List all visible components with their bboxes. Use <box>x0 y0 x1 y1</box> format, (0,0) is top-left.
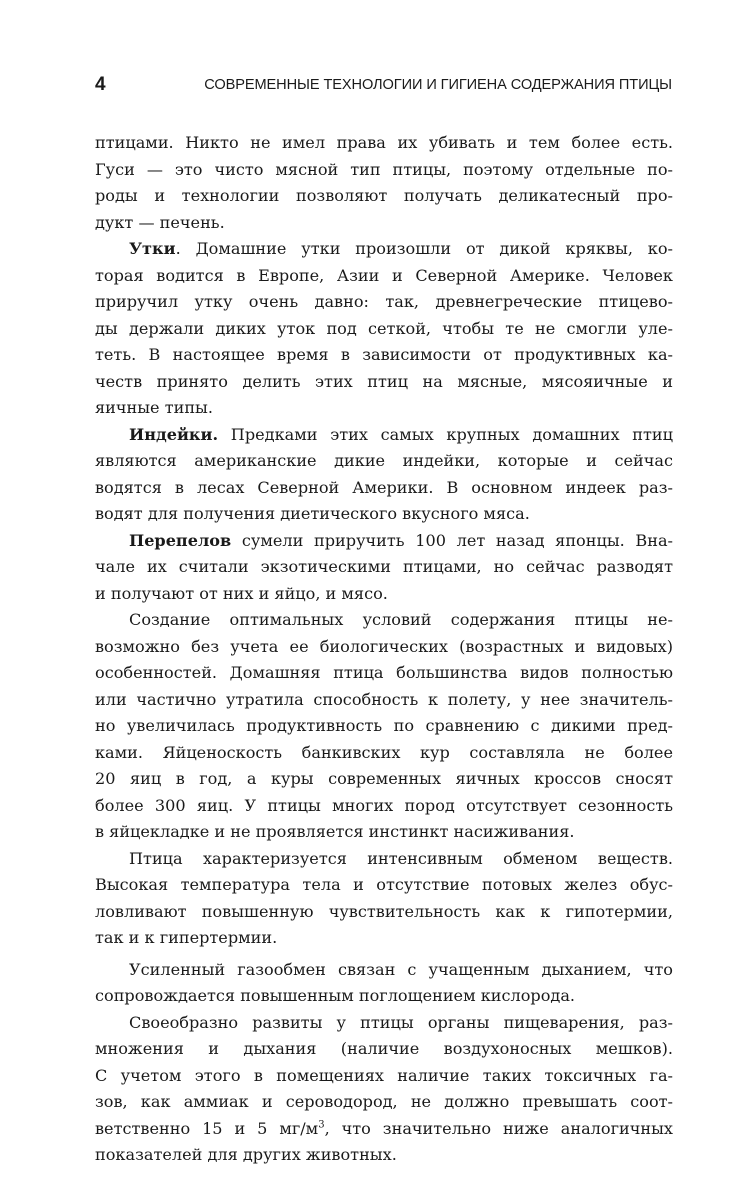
paragraph-ducks <box>95 236 673 422</box>
paragraph-lead-turkeys: Индейки. <box>129 424 219 444</box>
text-line: Создание оптимальных условий содержания птицы не- <box>129 610 673 629</box>
text-line: торая водится в Европе, Азии и Северной Америке. Человек <box>95 265 673 285</box>
page-body <box>95 130 673 1169</box>
text-run: сумели приручить 100 лет назад японцы. Вна- <box>231 530 673 550</box>
text-run: , что значительно ниже аналогичных <box>324 1118 673 1138</box>
text-line: более 300 яиц. У птицы многих пород отсутствует сезонность <box>95 795 673 815</box>
text-line: возможно без учета ее биологических (возрастных и видовых) <box>95 636 673 656</box>
text-line: яичные типы. <box>95 398 213 417</box>
paragraph-turkeys <box>95 422 673 528</box>
text-line: 20 яиц в год, а куры современных яичных кроссов сносят <box>95 769 673 788</box>
text-line <box>95 528 673 555</box>
text-line: Птица характеризуется интенсивным обменом веществ. <box>129 848 673 868</box>
text-line: теть. В настоящее время в зависимости от продуктивных ка- <box>95 345 673 364</box>
text-line: так и к гипертермии. <box>95 928 278 947</box>
text-line: показателей для других животных. <box>95 1145 397 1164</box>
page-number: 4 <box>95 74 106 95</box>
text-line: Своеобразно развиты у птицы органы пищеварения, раз- <box>129 1012 673 1032</box>
text-line: сопровождается повышенным поглощением кислорода. <box>95 986 576 1005</box>
paragraph-metabolism <box>95 846 673 952</box>
text-line <box>95 422 673 449</box>
text-line <box>95 236 673 263</box>
text-line <box>95 1116 673 1143</box>
text-line: особенностей. Домашняя птица большинства видов полностью <box>95 663 673 682</box>
text-line: водятся в лесах Северной Америки. В основном индеек раз- <box>95 477 673 497</box>
text-line: Усиленный газообмен связан с учащенным дыханием, что <box>129 959 673 979</box>
text-line: чале их считали экзотическими птицами, но сейчас разводят <box>95 557 673 576</box>
page-header <box>95 73 672 97</box>
text-line: ками. Яйценоскость банкивских кур составляла не более <box>95 742 673 762</box>
paragraph-lead-ducks: Утки <box>129 239 176 258</box>
text-line: роды и технологии позволяют получать деликатесный про- <box>95 186 673 205</box>
paragraph-lead-quails: Перепелов <box>129 530 232 550</box>
text-line: приручил утку очень давно: так, древнегреческие птицево- <box>95 292 673 311</box>
paragraph-organs <box>95 1010 673 1169</box>
text-line: ловливают повышенную чувствительность как к гипотермии, <box>95 901 673 921</box>
paragraph-quails <box>95 528 673 608</box>
text-run: . Домашние утки произошли от дикой кряквы, ко- <box>175 239 673 258</box>
text-run: ветственно 15 и 5 мг/м <box>95 1118 319 1138</box>
superscript: 3 <box>318 1119 325 1131</box>
text-line: птицами. Никто не имел права их убивать и тем более есть. <box>95 133 673 152</box>
text-line: но увеличилась продуктивность по сравнению с дикими пред- <box>95 716 673 735</box>
text-line: водят для получения диетического вкусного мяса. <box>95 504 530 523</box>
text-line: честв принято делить этих птиц на мясные, мясояичные и <box>95 371 673 391</box>
paragraph-geese-end <box>95 130 673 236</box>
text-line: множения и дыхания (наличие воздухоносных мешков). <box>95 1039 673 1058</box>
text-line: Высокая температура тела и отсутствие потовых желез обус- <box>95 875 673 894</box>
text-line: являются американские дикие индейки, которые и сейчас <box>95 451 673 470</box>
text-line: С учетом этого в помещениях наличие таких токсичных га- <box>95 1065 673 1085</box>
paragraph-conditions <box>95 607 673 846</box>
text-line: и получают от них и яйцо, и мясо. <box>95 583 388 603</box>
paragraph-gas-exchange <box>95 957 673 1010</box>
text-line: или частично утратила способность к полету, у нее значитель- <box>95 689 673 709</box>
running-title: СОВРЕМЕННЫЕ ТЕХНОЛОГИИ И ГИГИЕНА СОДЕРЖАНИЯ ПТИЦЫ <box>204 77 672 93</box>
text-line: зов, как аммиак и сероводород, не должно превышать соот- <box>95 1092 673 1111</box>
text-line: дукт — печень. <box>95 212 225 232</box>
text-line: ды держали диких уток под сеткой, чтобы те не смогли уле- <box>95 318 673 338</box>
text-line: в яйцекладке и не проявляется инстинкт насиживания. <box>95 822 575 841</box>
text-run: Предками этих самых крупных домашних птиц <box>218 424 673 444</box>
text-line: Гуси — это чисто мясной тип птицы, поэтому отдельные по- <box>95 159 673 179</box>
